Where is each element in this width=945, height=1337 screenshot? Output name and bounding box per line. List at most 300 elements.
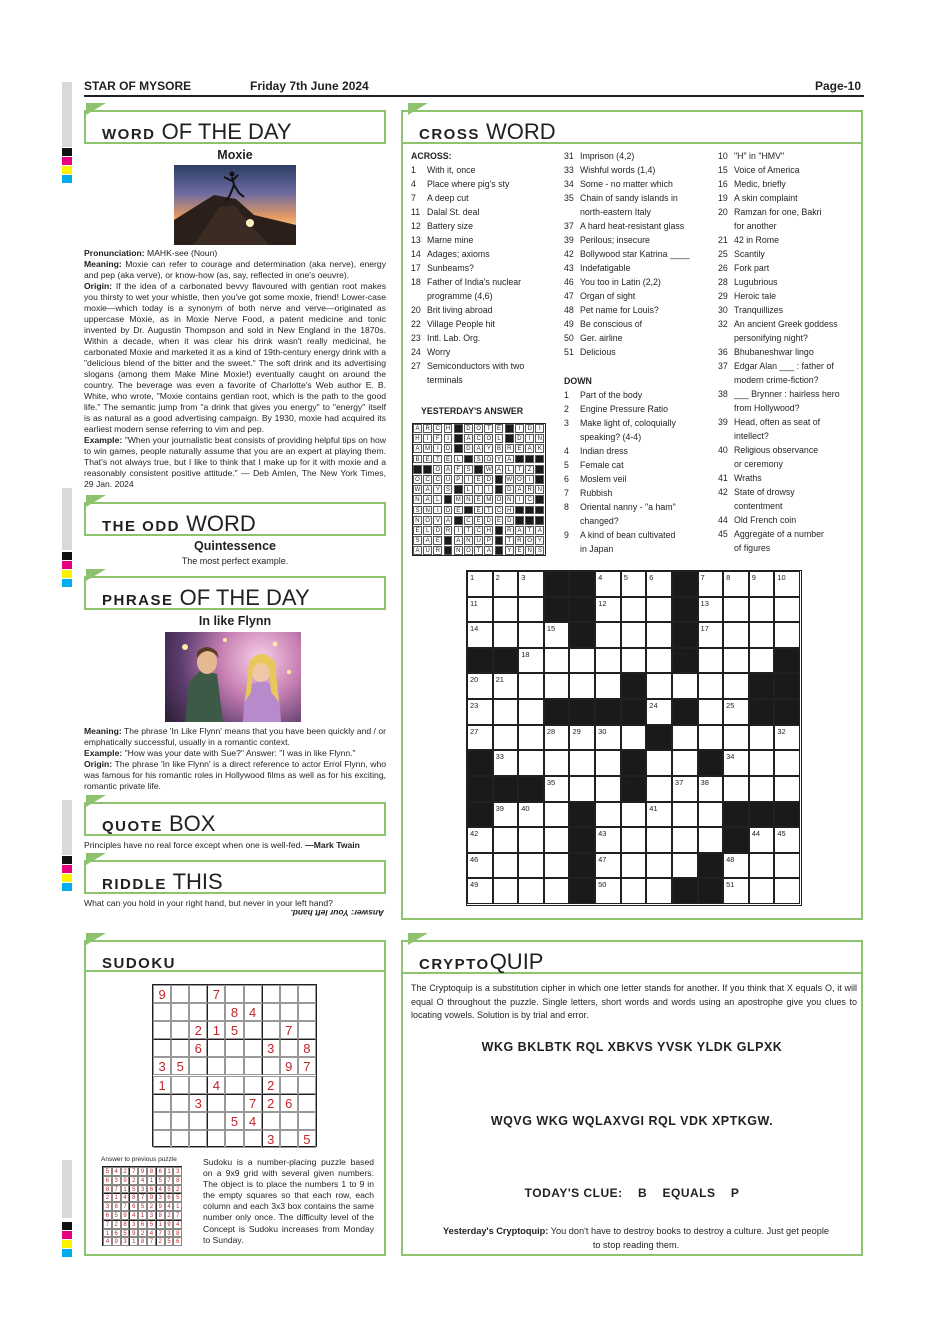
- registration-bar: [62, 800, 72, 855]
- crossword-cell[interactable]: [646, 648, 672, 674]
- answer-cell: O: [464, 546, 473, 555]
- sudoku-cell[interactable]: [225, 985, 243, 1003]
- answer-cell: Y: [484, 444, 493, 453]
- answer-cell: A: [423, 495, 432, 504]
- crossword-cell[interactable]: 15: [544, 622, 570, 648]
- answer-cell: I: [433, 444, 442, 453]
- sudoku-cell[interactable]: [280, 1076, 298, 1094]
- clue-item: 5 Female cat: [564, 460, 624, 470]
- quote-author: —Mark Twain: [305, 840, 360, 850]
- clues-col2a: [564, 149, 690, 359]
- sudoku-cell[interactable]: [207, 1094, 225, 1112]
- crossword-cell[interactable]: [518, 597, 544, 623]
- crossword-cell[interactable]: [493, 827, 519, 853]
- crossword-cell[interactable]: 18: [518, 648, 544, 674]
- clue-item: 23 Intl. Lab. Org.: [411, 333, 481, 343]
- sudoku-cell[interactable]: [280, 1130, 298, 1148]
- crossword-cell[interactable]: 40: [518, 802, 544, 828]
- crossword-cell[interactable]: 32: [774, 725, 800, 751]
- sudoku-cell[interactable]: [225, 1094, 243, 1112]
- crossword-cell[interactable]: [518, 853, 544, 879]
- sudoku-answer-cell: 6: [112, 1229, 121, 1238]
- sudoku-cell[interactable]: 5: [171, 1057, 189, 1075]
- crossword-cell[interactable]: 9: [749, 571, 775, 597]
- sudoku-cell[interactable]: [225, 1039, 243, 1057]
- crossword-cell[interactable]: [518, 622, 544, 648]
- crossword-cell[interactable]: [493, 878, 519, 904]
- sudoku-cell[interactable]: [280, 1003, 298, 1021]
- crossword-cell[interactable]: 2: [493, 571, 519, 597]
- crossword-cell[interactable]: [544, 802, 570, 828]
- crossword-cell[interactable]: [698, 827, 724, 853]
- crossword-cell[interactable]: 51: [723, 878, 749, 904]
- sudoku-cell[interactable]: 5: [298, 1130, 316, 1148]
- crossword-cell[interactable]: [646, 597, 672, 623]
- crossword-cell[interactable]: [621, 648, 647, 674]
- sudoku-cell[interactable]: [298, 1076, 316, 1094]
- answer-cell: I: [474, 485, 483, 494]
- crossword-cell[interactable]: [749, 878, 775, 904]
- crossword-cell[interactable]: [774, 776, 800, 802]
- answer-cell: T: [484, 506, 493, 515]
- crossword-cell[interactable]: 38: [698, 776, 724, 802]
- sudoku-cell[interactable]: [171, 985, 189, 1003]
- crossword-cell[interactable]: [723, 648, 749, 674]
- crossword-cell[interactable]: [518, 673, 544, 699]
- crossword-cell[interactable]: [749, 853, 775, 879]
- crossword-cell[interactable]: 44: [749, 827, 775, 853]
- crossword-cell[interactable]: [493, 622, 519, 648]
- crossword-cell[interactable]: [646, 750, 672, 776]
- crossword-cell[interactable]: [518, 878, 544, 904]
- sudoku-cell[interactable]: [207, 1112, 225, 1130]
- clue-item: 39 Head, often as seat of: [718, 417, 821, 427]
- answer-cell: K: [535, 444, 544, 453]
- sudoku-cell[interactable]: [298, 985, 316, 1003]
- crossword-cell[interactable]: [646, 673, 672, 699]
- clue-item: 26 Fork part: [718, 263, 770, 273]
- crossword-cell[interactable]: [595, 750, 621, 776]
- crossword-cell[interactable]: 14: [467, 622, 493, 648]
- crossword-cell[interactable]: 8: [723, 571, 749, 597]
- sudoku-cell[interactable]: 6: [280, 1094, 298, 1112]
- sudoku-cell[interactable]: [171, 1039, 189, 1057]
- answer-cell: [444, 536, 453, 545]
- cryptoquip-line-2: WQVG WKG WQLAXVGI RQL VDK XPTKGW.: [490, 1114, 774, 1128]
- crossword-cell[interactable]: 29: [569, 725, 595, 751]
- crossword-cell[interactable]: [774, 853, 800, 879]
- sudoku-cell[interactable]: 7: [244, 1094, 262, 1112]
- sudoku-cell[interactable]: [207, 1130, 225, 1148]
- crossword-cell[interactable]: [672, 673, 698, 699]
- registration-mark: [62, 579, 72, 587]
- crossword-cell[interactable]: 4: [595, 571, 621, 597]
- sudoku-cell[interactable]: 9: [280, 1057, 298, 1075]
- sudoku-cell[interactable]: 2: [262, 1094, 280, 1112]
- sudoku-cell[interactable]: 7: [207, 985, 225, 1003]
- crossword-cell[interactable]: [774, 750, 800, 776]
- sudoku-cell[interactable]: [298, 1112, 316, 1130]
- corner-flag: [86, 569, 106, 581]
- crossword-cell[interactable]: 21: [493, 673, 519, 699]
- sudoku-cell[interactable]: 4: [207, 1076, 225, 1094]
- crossword-cell[interactable]: [646, 622, 672, 648]
- sudoku-cell[interactable]: 1: [153, 1076, 171, 1094]
- sudoku-cell[interactable]: [171, 1076, 189, 1094]
- sudoku-answer-cell: 5: [138, 1202, 147, 1211]
- sudoku-cell[interactable]: 5: [225, 1112, 243, 1130]
- sudoku-cell[interactable]: [244, 1021, 262, 1039]
- crossword-cell[interactable]: [595, 673, 621, 699]
- sudoku-answer-cell: 3: [156, 1193, 165, 1202]
- answer-cell: H: [484, 526, 493, 535]
- crossword-cell[interactable]: [595, 622, 621, 648]
- crossword-cell[interactable]: [493, 853, 519, 879]
- crossword-cell[interactable]: [723, 776, 749, 802]
- answer-cell: T: [474, 546, 483, 555]
- answer-cell: E: [423, 455, 432, 464]
- crossword-cell[interactable]: [646, 827, 672, 853]
- sudoku-cell[interactable]: 3: [153, 1057, 171, 1075]
- sudoku-cell[interactable]: 7: [280, 1021, 298, 1039]
- answer-cell: D: [444, 444, 453, 453]
- sudoku-answer-cell: 6: [103, 1211, 112, 1220]
- crossword-cell[interactable]: [749, 776, 775, 802]
- sudoku-cell[interactable]: [153, 1112, 171, 1130]
- crossword-cell[interactable]: 48: [723, 853, 749, 879]
- crossword-cell[interactable]: 49: [467, 878, 493, 904]
- crossword-cell[interactable]: [646, 878, 672, 904]
- crossword-cell[interactable]: [493, 699, 519, 725]
- crossword-cell[interactable]: [493, 597, 519, 623]
- answer-cell: D: [505, 485, 514, 494]
- crossword-cell[interactable]: 6: [646, 571, 672, 597]
- crossword-cell[interactable]: [621, 802, 647, 828]
- crossword-cell[interactable]: [544, 750, 570, 776]
- crossword-cell[interactable]: 45: [774, 827, 800, 853]
- sudoku-answer-cell: 4: [138, 1176, 147, 1185]
- crossword-cell[interactable]: 25: [723, 699, 749, 725]
- crossword-cell[interactable]: [672, 802, 698, 828]
- crossword-cell[interactable]: [749, 622, 775, 648]
- sudoku-cell[interactable]: [298, 1094, 316, 1112]
- sudoku-cell[interactable]: 8: [298, 1039, 316, 1057]
- sudoku-cell[interactable]: 3: [262, 1130, 280, 1148]
- crossword-cell[interactable]: 43: [595, 827, 621, 853]
- crossword-cell[interactable]: 10: [774, 571, 800, 597]
- crossword-cell[interactable]: [569, 776, 595, 802]
- crossword-cell[interactable]: 27: [467, 725, 493, 751]
- sudoku-cell[interactable]: 4: [244, 1003, 262, 1021]
- sudoku-cell[interactable]: 2: [189, 1021, 207, 1039]
- sudoku-cell[interactable]: [262, 1057, 280, 1075]
- answer-cell: [495, 546, 504, 555]
- sudoku-answer-cell: 2: [147, 1202, 156, 1211]
- clue-item: 29 Heroic tale: [718, 291, 777, 301]
- sudoku-answer-cell: 9: [156, 1202, 165, 1211]
- crossword-cell[interactable]: [569, 673, 595, 699]
- crossword-cell[interactable]: [518, 827, 544, 853]
- answer-cell: I: [444, 434, 453, 443]
- sudoku-answer-cell: 5: [112, 1211, 121, 1220]
- crossword-cell[interactable]: [774, 622, 800, 648]
- sudoku-cell[interactable]: [189, 1057, 207, 1075]
- sudoku-cell[interactable]: [280, 985, 298, 1003]
- sudoku-cell[interactable]: [153, 1130, 171, 1148]
- sudoku-cell[interactable]: [207, 1057, 225, 1075]
- across-label: ACROSS:: [411, 151, 452, 161]
- answer-cell: O: [474, 424, 483, 433]
- sudoku-cell[interactable]: 1: [207, 1021, 225, 1039]
- crossword-cell[interactable]: [672, 853, 698, 879]
- crossword-cell[interactable]: [723, 673, 749, 699]
- sudoku-cell[interactable]: [225, 1130, 243, 1148]
- crossword-black-cell: [493, 648, 519, 674]
- crossword-cell[interactable]: 1: [467, 571, 493, 597]
- crossword-cell[interactable]: 23: [467, 699, 493, 725]
- sudoku-cell[interactable]: [225, 1057, 243, 1075]
- crossword-cell[interactable]: [595, 648, 621, 674]
- crossword-cell[interactable]: [621, 597, 647, 623]
- clue-item: north-eastern Italy: [580, 207, 651, 217]
- clue-item: 19 A skin complaint: [718, 193, 798, 203]
- crossword-black-cell: 31: [646, 725, 672, 751]
- crossword-cell[interactable]: 47: [595, 853, 621, 879]
- sudoku-cell[interactable]: 3: [262, 1039, 280, 1057]
- answer-cell: [495, 475, 504, 484]
- crossword-cell[interactable]: [621, 622, 647, 648]
- yesterday-label: YESTERDAY'S ANSWER: [421, 406, 524, 416]
- crossword-cell[interactable]: [723, 725, 749, 751]
- registration-mark: [62, 1222, 72, 1230]
- sudoku-cell[interactable]: [244, 1057, 262, 1075]
- answer-cell: U: [474, 536, 483, 545]
- crossword-black-cell: [723, 827, 749, 853]
- answer-cell: R: [525, 485, 534, 494]
- clue-item: 4 Indian dress: [564, 446, 628, 456]
- clue-item: 27 Semiconductors with two: [411, 361, 525, 371]
- sudoku-cell[interactable]: [171, 1130, 189, 1148]
- crossword-cell[interactable]: [698, 725, 724, 751]
- sudoku-cell[interactable]: [298, 1003, 316, 1021]
- odd-word-title: THE ODD WORD: [102, 511, 256, 536]
- crossword-cell[interactable]: 42: [467, 827, 493, 853]
- crossword-cell[interactable]: 5: [621, 571, 647, 597]
- sudoku-answer-cell: 5: [103, 1167, 112, 1176]
- sudoku-cell[interactable]: [153, 1003, 171, 1021]
- sudoku-cell[interactable]: [262, 1003, 280, 1021]
- sudoku-answer-cell: 6: [129, 1202, 138, 1211]
- crossword-cell[interactable]: [621, 725, 647, 751]
- answer-cell: D: [464, 424, 473, 433]
- sudoku-cell[interactable]: [153, 1021, 171, 1039]
- crossword-cell[interactable]: [621, 878, 647, 904]
- crossword-cell[interactable]: 13: [698, 597, 724, 623]
- answer-cell: E: [515, 444, 524, 453]
- crossword-cell[interactable]: [544, 853, 570, 879]
- sudoku-cell[interactable]: 9: [153, 985, 171, 1003]
- crossword-cell[interactable]: [723, 622, 749, 648]
- crossword-cell[interactable]: 50: [595, 878, 621, 904]
- sudoku-cell[interactable]: [280, 1112, 298, 1130]
- answer-cell: O: [423, 516, 432, 525]
- crossword-cell[interactable]: 24: [646, 699, 672, 725]
- sudoku-cell[interactable]: [171, 1021, 189, 1039]
- crossword-cell[interactable]: [749, 725, 775, 751]
- crossword-cell[interactable]: [544, 648, 570, 674]
- crossword-cell[interactable]: 46: [467, 853, 493, 879]
- crossword-cell[interactable]: [493, 725, 519, 751]
- answer-cell: [454, 434, 463, 443]
- word-of-day-word: Moxie: [217, 148, 253, 162]
- sudoku-cell[interactable]: 5: [225, 1021, 243, 1039]
- sudoku-cell[interactable]: 2: [262, 1076, 280, 1094]
- crossword-cell[interactable]: 20: [467, 673, 493, 699]
- crossword-black-cell: [569, 853, 595, 879]
- registration-mark: [62, 874, 72, 882]
- clue-item: 20 Brit living abroad: [411, 305, 493, 315]
- sudoku-answer-cell: 4: [129, 1211, 138, 1220]
- crossword-cell[interactable]: 33: [493, 750, 519, 776]
- registration-mark: [62, 175, 72, 183]
- answer-cell: T: [433, 455, 442, 464]
- sudoku-cell[interactable]: [298, 1021, 316, 1039]
- sudoku-answer-cell: 6: [138, 1220, 147, 1229]
- sudoku-cell[interactable]: [189, 1130, 207, 1148]
- crossword-cell[interactable]: [518, 699, 544, 725]
- crossword-cell[interactable]: [595, 776, 621, 802]
- clue-item: intellect?: [734, 431, 769, 441]
- crossword-cell[interactable]: 34: [723, 750, 749, 776]
- sudoku-answer-cell: 8: [173, 1229, 182, 1238]
- crossword-cell[interactable]: 11: [467, 597, 493, 623]
- crossword-cell[interactable]: [569, 648, 595, 674]
- sudoku-cell[interactable]: 8: [225, 1003, 243, 1021]
- crossword-cell[interactable]: [672, 827, 698, 853]
- cryptoquip-intro: The Cryptoquip is a substitution cipher in which one letter stands for another. If you think that X equals O, it will equal O throughout the puzzle. Single letters, short words and words using an apostrophe give you clues to locating vowels. Solution is by trial and error.: [411, 983, 857, 1020]
- answer-cell: A: [474, 444, 483, 453]
- answer-cell: I: [525, 434, 534, 443]
- registration-mark: [62, 570, 72, 578]
- clue-item: 43 Indefatigable: [564, 263, 631, 273]
- crossword-cell[interactable]: [774, 878, 800, 904]
- sudoku-answer-cell: 8: [156, 1211, 165, 1220]
- crossword-cell[interactable]: 37: [672, 776, 698, 802]
- sudoku-cell[interactable]: [171, 1094, 189, 1112]
- crossword-cell[interactable]: [774, 597, 800, 623]
- crossword-cell[interactable]: 3: [518, 571, 544, 597]
- sudoku-cell[interactable]: [244, 985, 262, 1003]
- crossword-cell[interactable]: [723, 597, 749, 623]
- clue-item: 37 A hard heat-resistant glass: [564, 221, 685, 231]
- sudoku-answer-cell: 1: [147, 1176, 156, 1185]
- crossword-cell[interactable]: [672, 750, 698, 776]
- crossword-cell[interactable]: [518, 750, 544, 776]
- crossword-cell[interactable]: [698, 673, 724, 699]
- sudoku-cell[interactable]: 3: [189, 1094, 207, 1112]
- answer-cell: S: [474, 455, 483, 464]
- sudoku-cell[interactable]: [207, 1039, 225, 1057]
- answer-cell: [464, 455, 473, 464]
- sudoku-answer-cell: 2: [173, 1185, 182, 1194]
- corner-flag: [408, 933, 428, 945]
- sudoku-cell[interactable]: [207, 1003, 225, 1021]
- answer-cell: E: [433, 536, 442, 545]
- sudoku-cell[interactable]: [280, 1039, 298, 1057]
- answer-cell: N: [505, 495, 514, 504]
- sudoku-cell[interactable]: 4: [244, 1112, 262, 1130]
- sudoku-cell[interactable]: [171, 1112, 189, 1130]
- sudoku-cell[interactable]: [262, 1021, 280, 1039]
- crossword-cell[interactable]: 7: [698, 571, 724, 597]
- sudoku-answer-cell: 1: [165, 1167, 174, 1176]
- sudoku-cell[interactable]: [262, 985, 280, 1003]
- sudoku-cell[interactable]: [189, 985, 207, 1003]
- sudoku-cell[interactable]: [153, 1039, 171, 1057]
- crossword-cell[interactable]: [698, 699, 724, 725]
- sudoku-cell[interactable]: [189, 1076, 207, 1094]
- crossword-cell[interactable]: [544, 878, 570, 904]
- sudoku-cell[interactable]: 7: [298, 1057, 316, 1075]
- crossword-cell[interactable]: 30: [595, 725, 621, 751]
- answer-cell: D: [484, 516, 493, 525]
- crossword-cell[interactable]: 12: [595, 597, 621, 623]
- crossword-cell[interactable]: [672, 725, 698, 751]
- sudoku-cell[interactable]: [153, 1094, 171, 1112]
- sudoku-answer-cell: 4: [112, 1167, 121, 1176]
- answer-cell: I: [454, 526, 463, 535]
- sudoku-answer-cell: 2: [112, 1220, 121, 1229]
- sudoku-cell[interactable]: [189, 1112, 207, 1130]
- crossword-cell[interactable]: 41: [646, 802, 672, 828]
- sudoku-cell[interactable]: [225, 1076, 243, 1094]
- sudoku-cell[interactable]: [262, 1112, 280, 1130]
- sudoku-cell[interactable]: [244, 1039, 262, 1057]
- crossword-cell[interactable]: 17: [698, 622, 724, 648]
- crossword-cell[interactable]: [544, 827, 570, 853]
- crossword-cell[interactable]: [749, 597, 775, 623]
- answer-cell: N: [535, 485, 544, 494]
- sudoku-cell[interactable]: [244, 1076, 262, 1094]
- sudoku-cell[interactable]: [189, 1003, 207, 1021]
- crossword-cell[interactable]: [646, 853, 672, 879]
- crossword-cell[interactable]: [621, 827, 647, 853]
- answer-cell: [413, 465, 422, 474]
- crossword-cell[interactable]: [544, 673, 570, 699]
- sudoku-answer-cell: 7: [112, 1185, 121, 1194]
- crossword-cell[interactable]: [749, 750, 775, 776]
- sudoku-answer-cell: 3: [112, 1176, 121, 1185]
- crossword-cell[interactable]: [518, 725, 544, 751]
- crossword-cell[interactable]: [749, 648, 775, 674]
- crossword-cell[interactable]: [569, 750, 595, 776]
- crossword-cell[interactable]: [621, 853, 647, 879]
- crossword-cell[interactable]: [698, 802, 724, 828]
- crossword-cell[interactable]: [646, 776, 672, 802]
- sudoku-cell[interactable]: [244, 1130, 262, 1148]
- answer-cell: D: [433, 526, 442, 535]
- sudoku-cell[interactable]: [171, 1003, 189, 1021]
- crossword-cell[interactable]: 35: [544, 776, 570, 802]
- sudoku-answer-cell: 5: [156, 1176, 165, 1185]
- crossword-cell[interactable]: 39: [493, 802, 519, 828]
- answer-cell: B: [495, 444, 504, 453]
- sudoku-answer-cell: 6: [156, 1167, 165, 1176]
- sudoku-cell[interactable]: 6: [189, 1039, 207, 1057]
- crossword-cell[interactable]: 28: [544, 725, 570, 751]
- crossword-cell[interactable]: [698, 648, 724, 674]
- crossword-cell[interactable]: [595, 802, 621, 828]
